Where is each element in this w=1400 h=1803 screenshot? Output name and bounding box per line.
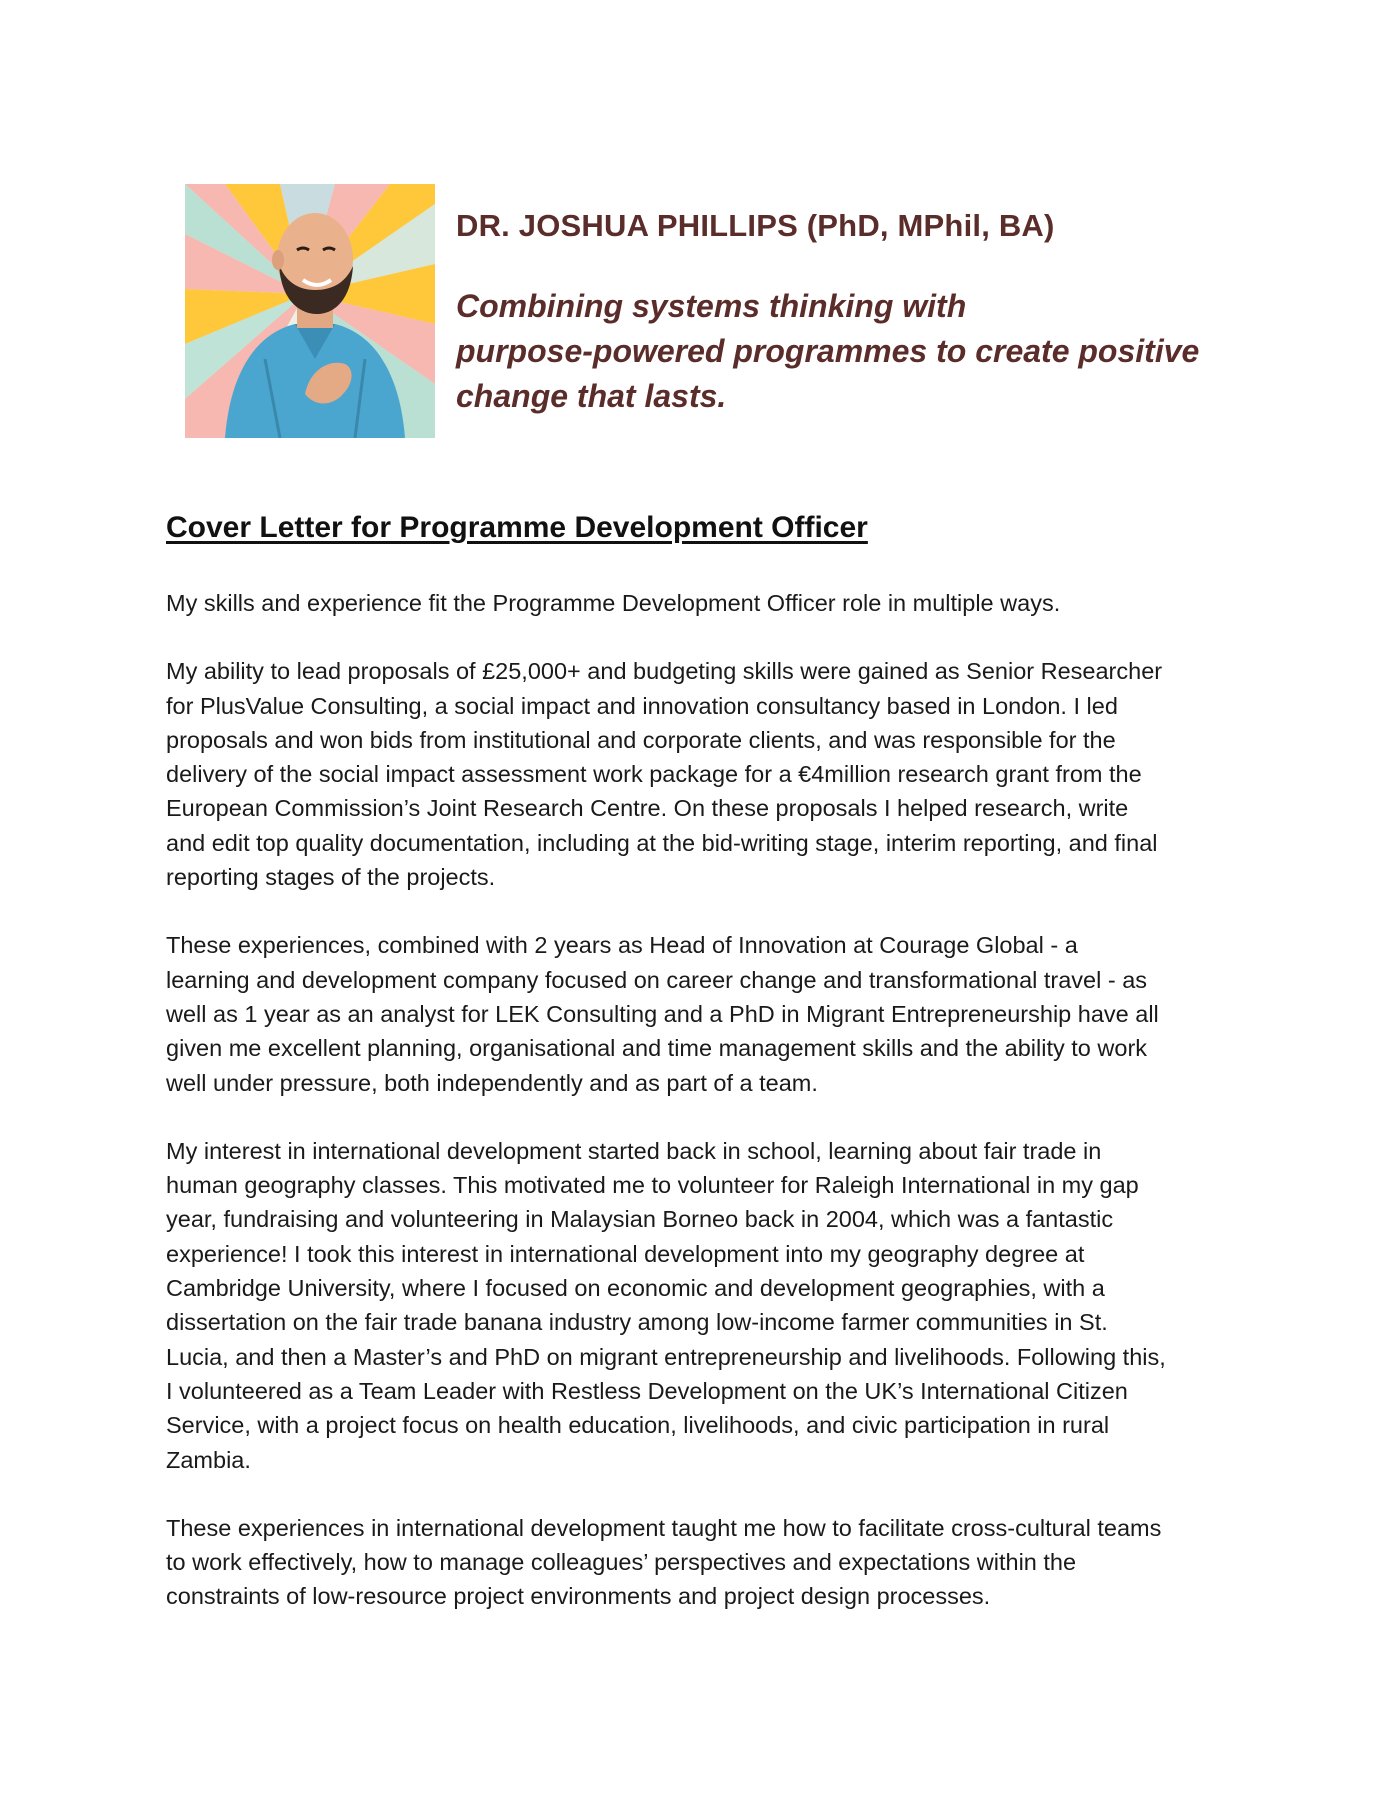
text-line: well under pressure, both independently and as part of a team. bbox=[166, 1069, 818, 1096]
text-line: given me excellent planning, organisational and time management skills and the ability to work bbox=[166, 1035, 1148, 1062]
text-line: and edit top quality documentation, including at the bid-writing stage, interim reporting, and final bbox=[166, 829, 1158, 856]
text-line: My skills and experience fit the Programme Development Officer role in multiple ways. bbox=[166, 590, 1061, 616]
text-line: My interest in international development started back in school, learning about fair trade in bbox=[166, 1137, 1102, 1164]
letter-title: Cover Letter for Programme Development Officer bbox=[166, 511, 868, 544]
text-line: These experiences, combined with 2 years as Head of Innovation at Courage Global - a bbox=[166, 932, 1078, 959]
paragraph bbox=[166, 1134, 1246, 1477]
text-line: reporting stages of the projects. bbox=[166, 864, 496, 891]
tagline-line: purpose-powered programmes to create positive bbox=[456, 333, 1200, 369]
letter-body bbox=[166, 586, 1246, 1648]
text-line: European Commission’s Joint Research Centre. On these proposals I helped research, write bbox=[166, 795, 1129, 822]
text-line: I volunteered as a Team Leader with Restless Development on the UK’s International Citizen bbox=[166, 1377, 1128, 1404]
text-line: well as 1 year as an analyst for LEK Consulting and a PhD in Migrant Entrepreneurship have all bbox=[166, 1000, 1159, 1027]
text-line: human geography classes. This motivated me to volunteer for Raleigh International in my gap bbox=[166, 1172, 1139, 1199]
text-line: dissertation on the fair trade banana industry among low-income farmer communities in St. bbox=[166, 1309, 1108, 1336]
text-line: for PlusValue Consulting, a social impact and innovation consultancy based in London. I led bbox=[166, 692, 1118, 719]
paragraph bbox=[166, 586, 1246, 620]
text-line: to work effectively, how to manage colleagues’ perspectives and expectations within the bbox=[166, 1549, 1077, 1576]
text-line: constraints of low-resource project environments and project design processes. bbox=[166, 1583, 991, 1610]
tagline bbox=[456, 284, 1216, 419]
text-line: delivery of the social impact assessment work package for a €4million research grant from the bbox=[166, 761, 1142, 788]
text-line: Zambia. bbox=[166, 1446, 251, 1473]
text-line: These experiences in international development taught me how to facilitate cross-cultural teams bbox=[166, 1514, 1162, 1541]
portrait-photo bbox=[185, 184, 435, 438]
text-line: proposals and won bids from institutional and corporate clients, and was responsible for the bbox=[166, 726, 1116, 753]
tagline-line: change that lasts. bbox=[456, 378, 727, 414]
text-line: year, fundraising and volunteering in Malaysian Borneo back in 2004, which was a fantastic bbox=[166, 1206, 1114, 1233]
text-line: Service, with a project focus on health education, livelihoods, and civic participation in rural bbox=[166, 1412, 1110, 1439]
text-line: Lucia, and then a Master’s and PhD on migrant entrepreneurship and livelihoods. Following this, bbox=[166, 1343, 1166, 1370]
tagline-line: Combining systems thinking with bbox=[456, 288, 967, 324]
text-line: My ability to lead proposals of £25,000+ and budgeting skills were gained as Senior Researcher bbox=[166, 658, 1163, 685]
text-line: Cambridge University, where I focused on economic and development geographies, with a bbox=[166, 1275, 1105, 1302]
text-line: experience! I took this interest in international development into my geography degree at bbox=[166, 1240, 1085, 1267]
paragraph bbox=[166, 1511, 1246, 1614]
text-line: learning and development company focused on career change and transformational travel - as bbox=[166, 966, 1148, 993]
candidate-name: DR. JOSHUA PHILLIPS (PhD, MPhil, BA) bbox=[456, 208, 1055, 243]
paragraph bbox=[166, 654, 1246, 894]
paragraph bbox=[166, 928, 1246, 1099]
